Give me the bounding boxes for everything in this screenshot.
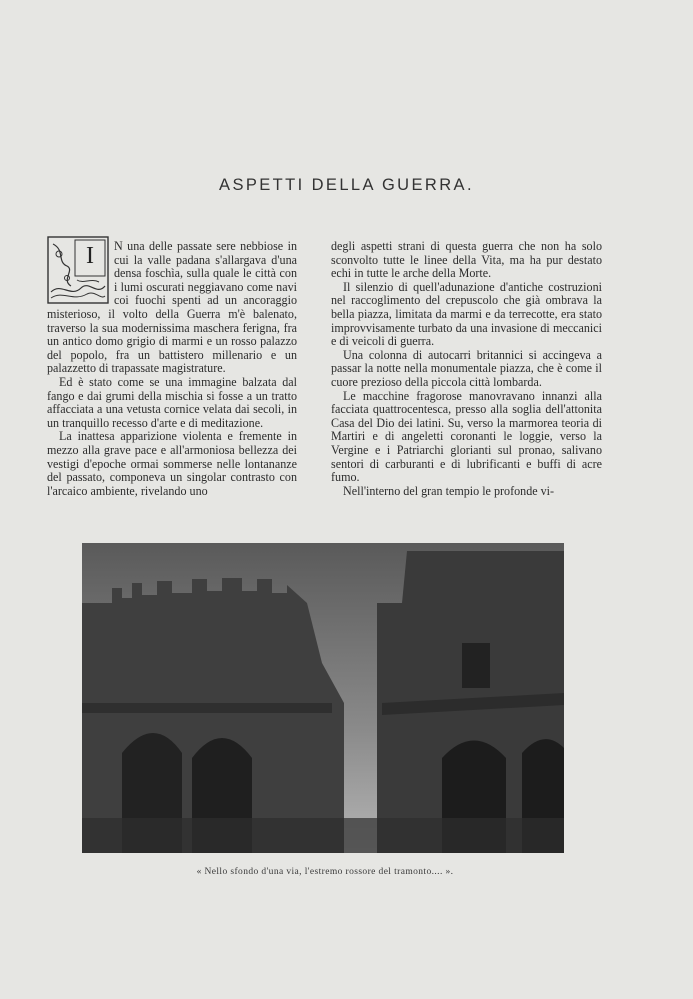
initial-letter: I bbox=[86, 243, 94, 269]
article-title: ASPETTI DELLA GUERRA. bbox=[219, 176, 474, 194]
right-paragraph: Nell'interno del gran tempio le profonde vi- bbox=[343, 483, 555, 498]
street-illustration bbox=[82, 543, 564, 853]
left-paragraph: Ed è stato come se una immagine balzata dal fango e dai grumi della mischia si fosse a un tratto affacciata a una vetusta cornice velata dai secoli, in un tranquillo recesso d'arte e di meditazione. bbox=[47, 374, 297, 430]
right-column bbox=[331, 240, 602, 498]
first-paragraph bbox=[47, 240, 297, 376]
right-paragraph: degli aspetti strani di questa guerra che non ha solo sconvolto tutte le linee della Vita, ma ha pur destato echi in tutte le arche della Morte. bbox=[331, 239, 602, 281]
left-column bbox=[47, 240, 297, 498]
ornamental-initial bbox=[47, 236, 109, 304]
left-paragraph: La inattesa apparizione violenta e fremente in mezzo alla grave pace e all'armoniosa bellezza dei vestigi d'epoche ormai sommerse nelle lontananze del passato, componeva un singolar contrasto con l'arcaico ambiente, rivelando uno bbox=[47, 429, 297, 498]
first-paragraph-text: N una delle passate sere nebbiose in cui la valle padana s'allargava d'una densa foschìa, sulla quale le città con i lumi oscurati neggiavano come navi coi fuochi spenti ad un ancoraggio misterioso, il volto della Guerra m'è balenato, traverso la sua modernissima maschera ferigna, fra un antico domo grigio di marmi e un rosso palazzo del popolo, fra un battistero millenario e un palazzetto di trapassate magistrature. bbox=[47, 239, 297, 376]
right-paragraph: Una colonna di autocarri britannici si accingeva a passar la notte nella monumentale piazza, che è come il cuore prezioso della piccola città lombarda. bbox=[331, 347, 602, 389]
right-paragraph: Il silenzio di quell'adunazione d'antiche costruzioni nel raccoglimento del crepuscolo che già ombrava la bella piazza, limitata da marmi e da terrecotte, era stato improvvisamente turbato da una invasione di meccanici e di veicoli di guerra. bbox=[331, 279, 602, 349]
right-paragraph: Le macchine fragorose manovravano innanzi alla facciata quattrocentesca, presso alla soglia dell'attonita Casa del Dio dei latini. Su, verso la marmorea teoria di Martiri e di angeletti coronanti le loggie, verso la Vergine e i Patriarchi glorianti sul pronao, salivano sentori di carburanti e di lubrificanti e buffi di acre fumo. bbox=[331, 388, 602, 485]
image-caption: « Nello sfondo d'una via, l'estremo rossore del tramonto.... ». bbox=[196, 867, 454, 877]
